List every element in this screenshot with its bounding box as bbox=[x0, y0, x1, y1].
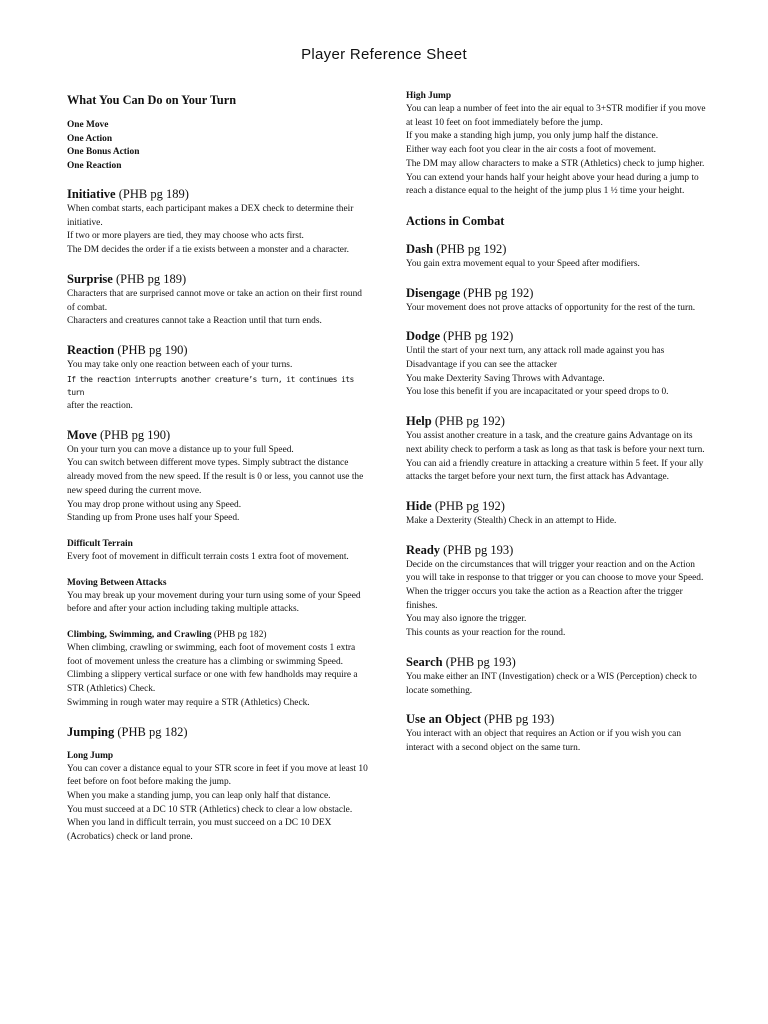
left-column bbox=[67, 90, 372, 845]
long-jump-line: When you make a standing jump, you can leap only half that distance. bbox=[67, 790, 331, 801]
search-line: You make either an INT (Investigation) check or a WIS (Perception) check to locate something. bbox=[406, 671, 697, 696]
climbing-heading: Climbing, Swimming, and Crawling (PHB pg 182) bbox=[67, 630, 267, 641]
move-line: On your turn you can move a distance up to your full Speed. bbox=[67, 444, 294, 455]
turn-item: One Action bbox=[67, 133, 113, 144]
use-object-line: You interact with an object that requires an Action or if you wish you can interact with a second object on the same turn. bbox=[406, 729, 682, 753]
moving-between-heading: Moving Between Attacks bbox=[67, 577, 167, 588]
reaction-heading: Reaction (PHB pg 190) bbox=[67, 342, 188, 357]
dodge-line: Until the start of your next turn, any attack roll made against you has Disadvantage if you can see the attacker bbox=[406, 346, 665, 371]
ready-line: This counts as your reaction for the round. bbox=[406, 628, 566, 639]
ready-line: You may also ignore the trigger. bbox=[406, 614, 527, 625]
help-line: You can aid a friendly creature in attacking a creature within 5 feet. If your ally attacks the target before your next turn, the first attack has Advantage. bbox=[406, 458, 704, 483]
initiative-line: If two or more players are tied, they may choose who acts first. bbox=[67, 231, 304, 242]
climbing-line: Climbing a slippery vertical surface or one with few handholds may require a STR (Athletics) Check. bbox=[67, 670, 358, 695]
high-jump-heading: High Jump bbox=[406, 91, 452, 101]
move-heading: Move (PHB pg 190) bbox=[67, 427, 171, 442]
disengage-line: Your movement does not prove attacks of opportunity for the rest of the turn. bbox=[406, 302, 696, 313]
high-jump-line: The DM may allow characters to make a STR (Athletics) check to jump higher. bbox=[406, 158, 705, 169]
actions-heading: Actions in Combat bbox=[406, 213, 505, 228]
high-jump-line: You can leap a number of feet into the air equal to 3+STR modifier if you move at least 10 feet on foot immediately before the jump. bbox=[406, 104, 706, 128]
high-jump-line: You can extend your hands half your height above your head during a jump to reach a distance equal to the height of the jump plus 1 ½ time your height. bbox=[406, 172, 699, 197]
climbing-line: When climbing, crawling or swimming, each foot of movement costs 1 extra foot of movement unless the creature has a climbing or swimming Speed. bbox=[67, 643, 356, 667]
moving-between-text: You may break up your movement during your turn using some of your Speed before and after your action including taking multiple attacks. bbox=[67, 590, 361, 615]
dodge-line: You make Dexterity Saving Throws with Advantage. bbox=[406, 373, 605, 384]
long-jump-line: When you land in difficult terrain, you must succeed on a DC 10 DEX (Acrobatics) check or land prone. bbox=[67, 818, 332, 843]
use-object-heading: Use an Object (PHB pg 193) bbox=[406, 712, 555, 727]
disengage-heading: Disengage (PHB pg 192) bbox=[406, 285, 534, 300]
dash-line: You gain extra movement equal to your Speed after modifiers. bbox=[406, 258, 640, 269]
reaction-line: after the reaction. bbox=[67, 401, 133, 412]
move-line: You can switch between different move types. Simply subtract the distance already moved from the new speed. If the result is 0 or less, you cannot use the new speed during the current move. bbox=[67, 458, 364, 496]
move-line: You may drop prone without using any Speed. bbox=[67, 499, 242, 510]
right-column bbox=[406, 90, 706, 756]
turn-heading: What You Can Do on Your Turn bbox=[67, 93, 237, 107]
ready-line: Decide on the circumstances that will trigger your reaction and on the Action you will take in response to that trigger or you can choose to move your Speed. bbox=[406, 559, 704, 584]
initiative-line: When combat starts, each participant makes a DEX check to determine their initiative. bbox=[67, 204, 354, 228]
reaction-line: If the reaction interrupts another creature’s turn, it continues its turn bbox=[67, 374, 354, 398]
climbing-line: Swimming in rough water may require a STR (Athletics) Check. bbox=[67, 697, 310, 708]
initiative-line: The DM decides the order if a tie exists between a monster and a character. bbox=[67, 245, 349, 256]
surprise-line: Characters and creatures cannot take a Reaction until that turn ends. bbox=[67, 316, 322, 327]
jumping-heading: Jumping (PHB pg 182) bbox=[67, 724, 188, 739]
surprise-heading: Surprise (PHB pg 189) bbox=[67, 271, 187, 286]
page-title: Player Reference Sheet bbox=[301, 46, 467, 63]
turn-item: One Bonus Action bbox=[67, 147, 140, 157]
dodge-line: You lose this benefit if you are incapacitated or your speed drops to 0. bbox=[406, 387, 669, 398]
turn-item: One Reaction bbox=[67, 160, 122, 171]
turn-item: One Move bbox=[67, 120, 109, 130]
high-jump-line: If you make a standing high jump, you only jump half the distance. bbox=[406, 131, 659, 142]
reaction-line: You may take only one reaction between each of your turns. bbox=[67, 359, 293, 370]
surprise-line: Characters that are surprised cannot move or take an action on their first round of combat. bbox=[67, 288, 362, 313]
long-jump-line: You can cover a distance equal to your STR score in feet if you move at least 10 feet before on foot before making the jump. bbox=[67, 763, 368, 788]
hide-line: Make a Dexterity (Stealth) Check in an attempt to Hide. bbox=[406, 515, 617, 526]
high-jump-line: Either way each foot you clear in the air costs a foot of movement. bbox=[406, 145, 656, 156]
initiative-heading: Initiative (PHB pg 189) bbox=[67, 187, 189, 201]
ready-heading: Ready (PHB pg 193) bbox=[406, 542, 514, 557]
search-heading: Search (PHB pg 193) bbox=[406, 654, 516, 669]
move-line: Standing up from Prone uses half your Speed. bbox=[67, 513, 240, 524]
long-jump-heading: Long Jump bbox=[67, 750, 114, 761]
help-line: You assist another creature in a task, and the creature gains Advantage on its next ability check to perform a task as long as that task is before your next turn. bbox=[406, 431, 705, 455]
dodge-heading: Dodge (PHB pg 192) bbox=[406, 329, 514, 344]
dash-heading: Dash (PHB pg 192) bbox=[406, 241, 507, 256]
help-heading: Help (PHB pg 192) bbox=[406, 414, 505, 429]
hide-heading: Hide (PHB pg 192) bbox=[406, 498, 505, 513]
long-jump-line: You must succeed at a DC 10 STR (Athletics) check to clear a low obstacle. bbox=[67, 804, 353, 815]
difficult-terrain-text: Every foot of movement in difficult terrain costs 1 extra foot of movement. bbox=[67, 551, 349, 562]
ready-line: When the trigger occurs you take the action as a Reaction after the trigger finishes. bbox=[406, 587, 683, 611]
difficult-terrain-heading: Difficult Terrain bbox=[67, 538, 133, 549]
